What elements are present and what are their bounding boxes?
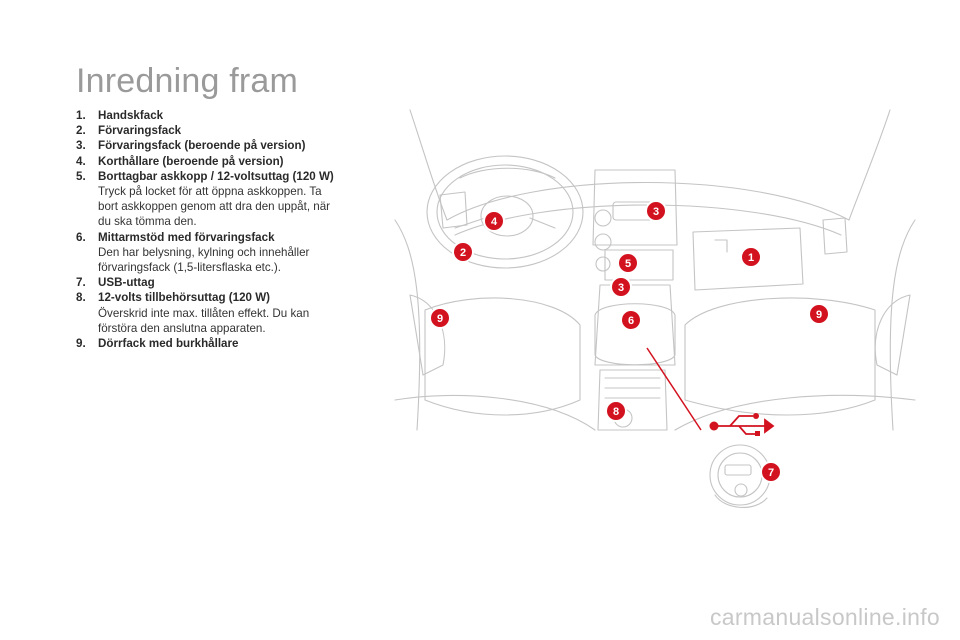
callout-badge-2 bbox=[453, 242, 473, 262]
control-knob bbox=[596, 257, 610, 271]
legend-label: Handskfack bbox=[98, 109, 164, 122]
callout-number: 4 bbox=[490, 216, 498, 228]
callout-layer bbox=[430, 201, 829, 482]
legend-number: 7. bbox=[76, 276, 86, 290]
legend-description: Den har belysning, kylning och innehåller förvaringsfack (1,5-litersflaska etc.). bbox=[98, 245, 310, 275]
usb-cap-hinge bbox=[735, 484, 747, 496]
steering-wheel-outer bbox=[427, 156, 583, 268]
legend-label: Förvaringsfack (beroende på version) bbox=[98, 139, 306, 153]
callout-number: 5 bbox=[624, 258, 632, 270]
callout-badge-8 bbox=[606, 401, 626, 421]
legend-item-6 bbox=[76, 230, 338, 276]
legend-number: 8. bbox=[76, 291, 86, 305]
legend-item-8 bbox=[76, 290, 338, 336]
callout-badge-7 bbox=[761, 462, 781, 482]
legend-label: Mittarmstöd med förvaringsfack bbox=[98, 230, 275, 244]
callout-badge-5 bbox=[618, 253, 638, 273]
legend-item-5 bbox=[76, 169, 338, 230]
callout-badge-3 bbox=[611, 277, 631, 297]
callout-badge-9 bbox=[809, 304, 829, 324]
glovebox-handle bbox=[715, 240, 727, 252]
callout-badge-4 bbox=[484, 211, 504, 231]
usb-icon bbox=[710, 413, 774, 436]
legend-label: Förvaringsfack bbox=[98, 124, 182, 138]
callout-number: 8 bbox=[612, 406, 620, 418]
legend-label: 12-volts tillbehörsuttag (120 W) bbox=[98, 291, 270, 305]
callout-badge-9 bbox=[430, 308, 450, 328]
control-knob bbox=[595, 210, 611, 226]
callout-number: 7 bbox=[767, 467, 775, 479]
usb-port bbox=[725, 465, 751, 475]
watermark: carmanualsonline.info bbox=[709, 604, 940, 630]
rear-console bbox=[598, 370, 667, 430]
legend-item-9 bbox=[76, 336, 338, 351]
callout-number: 2 bbox=[459, 247, 467, 259]
callout-number: 3 bbox=[652, 206, 660, 218]
rear-vent bbox=[605, 378, 660, 398]
a-pillar-left bbox=[410, 110, 447, 220]
control-knob bbox=[595, 234, 611, 250]
legend-label: Borttagbar askkopp / 12-voltsuttag (120 W) bbox=[98, 169, 334, 183]
legend-item-4 bbox=[76, 154, 338, 169]
left-cushion bbox=[395, 395, 595, 430]
page-title: Inredning fram bbox=[76, 62, 299, 100]
right-door-panel bbox=[875, 295, 910, 375]
callout-number: 6 bbox=[627, 315, 635, 327]
climate-panel bbox=[605, 250, 673, 280]
legend-number: 1. bbox=[76, 109, 86, 122]
legend-label: Korthållare (beroende på version) bbox=[98, 154, 284, 168]
callout-badge-6 bbox=[621, 310, 641, 330]
legend-number: 9. bbox=[76, 337, 86, 351]
callout-badge-1 bbox=[741, 247, 761, 267]
legend-number: 5. bbox=[76, 169, 86, 183]
legend-label: Dörrfack med burkhållare bbox=[98, 337, 239, 351]
legend-item-7 bbox=[76, 275, 338, 290]
legend-number: 6. bbox=[76, 230, 86, 244]
callout-number: 3 bbox=[617, 282, 625, 294]
legend-number: 2. bbox=[76, 124, 86, 138]
callout-badge-3 bbox=[646, 201, 666, 221]
right-seat bbox=[685, 298, 875, 415]
legend-label: USB-uttag bbox=[98, 276, 155, 290]
legend-item-2 bbox=[76, 123, 338, 138]
legend-list bbox=[76, 108, 338, 351]
legend-item-3 bbox=[76, 138, 338, 153]
pointer-line bbox=[647, 348, 701, 430]
left-door-panel bbox=[410, 295, 445, 375]
a-pillar-right bbox=[849, 110, 890, 220]
legend-number: 3. bbox=[76, 139, 86, 153]
left-vent bbox=[440, 192, 467, 228]
right-vent bbox=[823, 218, 847, 254]
legend-number: 4. bbox=[76, 154, 86, 168]
interior-illustration bbox=[355, 100, 955, 520]
legend-description: Överskrid inte max. tillåten effekt. Du kan förstöra den anslutna apparaten. bbox=[98, 306, 310, 335]
callout-number: 1 bbox=[747, 252, 755, 264]
legend-description: Tryck på locket för att öppna askkoppen. Ta bort askkoppen genom att dra den uppåt, när du ska tömma den. bbox=[98, 185, 331, 229]
legend-item-1 bbox=[76, 108, 338, 123]
callout-number: 9 bbox=[815, 309, 823, 321]
callout-number: 9 bbox=[436, 313, 444, 325]
